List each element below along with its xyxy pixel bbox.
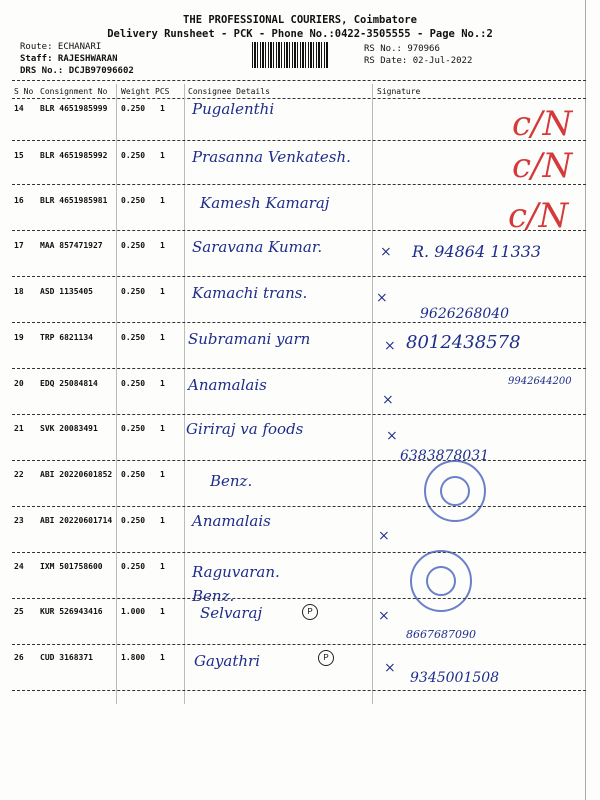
- signature-text: 6383878031: [400, 448, 490, 464]
- company-title: THE PROFESSIONAL COURIERS, Coimbatore: [183, 14, 417, 26]
- row-consignment: ABI 20220601852: [40, 470, 113, 479]
- row-divider: [12, 644, 586, 645]
- row-weight: 0.250: [121, 104, 146, 113]
- signature-text: 9626268040: [420, 306, 510, 322]
- col-sep: [184, 84, 185, 704]
- signature-mark: ×: [380, 244, 392, 260]
- signature-text: 8012438578: [406, 332, 521, 353]
- row-consignment: EDQ 25084814: [40, 379, 98, 388]
- signature-mark: ×: [386, 428, 398, 444]
- row-divider: [12, 140, 586, 141]
- signature-mark: ×: [378, 608, 390, 624]
- route-label: Route: ECHANARI: [20, 42, 102, 52]
- row-sno: 26: [14, 653, 24, 662]
- company-stamp-logo: [410, 550, 472, 612]
- row-sno: 16: [14, 196, 24, 205]
- drs-label: DRS No.: DCJB97096602: [20, 66, 134, 76]
- col-pcs: PCS: [155, 87, 170, 96]
- row-pcs: 1: [160, 562, 165, 571]
- row-divider: [12, 184, 586, 185]
- row-consignment: BLR 4651985999: [40, 104, 108, 113]
- row-sno: 14: [14, 104, 24, 113]
- consignee-name: Kamesh Kamaraj: [200, 194, 330, 212]
- company-stamp-logo: [424, 460, 486, 522]
- consignee-name: Prasanna Venkatesh.: [192, 148, 351, 166]
- header-divider: [12, 80, 586, 81]
- row-consignment: BLR 4651985992: [40, 151, 108, 160]
- row-consignment: MAA 857471927: [40, 241, 103, 250]
- row-divider: [12, 414, 586, 415]
- barcode: [252, 42, 328, 68]
- col-sno: S No: [14, 87, 34, 96]
- row-pcs: 1: [160, 333, 165, 342]
- row-sno: 22: [14, 470, 24, 479]
- row-consignment: SVK 20083491: [40, 424, 98, 433]
- consignee-name: Pugalenthi: [192, 100, 275, 118]
- row-pcs: 1: [160, 196, 165, 205]
- runsheet-subtitle: Delivery Runsheet - PCK - Phone No.:0422-3505555 - Page No.:2: [107, 28, 493, 40]
- row-weight: 0.250: [121, 562, 146, 571]
- signature-text: 8667687090: [406, 628, 476, 641]
- col-signature: Signature: [377, 87, 421, 96]
- signature-mark: ×: [382, 392, 394, 408]
- consignee-name: Giriraj va foods: [186, 420, 304, 438]
- consignee-name: Anamalais: [188, 376, 267, 394]
- row-weight: 0.250: [121, 379, 146, 388]
- row-weight: 0.250: [121, 151, 146, 160]
- consignee-name: Gayathri: [194, 652, 260, 670]
- signature-mark: ×: [384, 338, 396, 354]
- row-divider: [12, 276, 586, 277]
- row-pcs: 1: [160, 516, 165, 525]
- row-sno: 17: [14, 241, 24, 250]
- row-consignment: CUD 3168371: [40, 653, 93, 662]
- col-sep: [372, 84, 373, 704]
- row-consignment: TRP 6821134: [40, 333, 93, 342]
- row-pcs: 1: [160, 104, 165, 113]
- row-pcs: 1: [160, 653, 165, 662]
- signature-text: 9942644200: [508, 376, 572, 387]
- row-divider: [12, 598, 586, 599]
- row-divider: [12, 230, 586, 231]
- row-weight: 0.250: [121, 287, 146, 296]
- row-weight: 0.250: [121, 241, 146, 250]
- consignee-name: Benz.: [210, 472, 253, 490]
- row-consignment: ABI 20220601714: [40, 516, 113, 525]
- row-sno: 15: [14, 151, 24, 160]
- rs-number: RS No.: 970966: [364, 44, 440, 54]
- signature-mark: ×: [376, 290, 388, 306]
- p-mark: P: [318, 650, 334, 666]
- row-weight: 0.250: [121, 424, 146, 433]
- p-mark: P: [302, 604, 318, 620]
- rs-date: RS Date: 02-Jul-2022: [364, 56, 473, 66]
- consignee-name: Raguvaran. Benz.: [192, 563, 280, 605]
- row-sno: 19: [14, 333, 24, 342]
- row-consignment: KUR 526943416: [40, 607, 103, 616]
- row-divider: [12, 460, 586, 461]
- row-divider: [12, 322, 586, 323]
- consignee-name: Subramani yarn: [188, 330, 311, 348]
- row-sno: 23: [14, 516, 24, 525]
- remark: c/N: [512, 146, 573, 186]
- signature-mark: ×: [384, 660, 396, 676]
- consignee-name: Saravana Kumar.: [192, 238, 323, 256]
- row-sno: 25: [14, 607, 24, 616]
- consignee-name: Kamachi trans.: [192, 284, 308, 302]
- row-sno: 24: [14, 562, 24, 571]
- signature-text: R. 94864 11333: [412, 242, 542, 261]
- row-sno: 18: [14, 287, 24, 296]
- row-weight: 1.000: [121, 607, 146, 616]
- col-weight: Weight: [121, 87, 150, 96]
- row-divider: [12, 690, 586, 691]
- row-pcs: 1: [160, 241, 165, 250]
- col-sep: [116, 84, 117, 704]
- row-consignment: IXM 501758600: [40, 562, 103, 571]
- remark: c/N: [508, 196, 569, 236]
- row-sno: 21: [14, 424, 24, 433]
- consignee-name: Anamalais: [192, 512, 271, 530]
- row-weight: 0.250: [121, 196, 146, 205]
- col-consignment: Consignment No: [40, 87, 108, 96]
- signature-mark: ×: [378, 528, 390, 544]
- staff-label: Staff: RAJESHWARAN: [20, 54, 118, 64]
- row-divider: [12, 552, 586, 553]
- remark: c/N: [512, 104, 573, 144]
- row-pcs: 1: [160, 151, 165, 160]
- row-weight: 0.250: [121, 470, 146, 479]
- row-pcs: 1: [160, 470, 165, 479]
- row-pcs: 1: [160, 424, 165, 433]
- row-pcs: 1: [160, 379, 165, 388]
- signature-text: 9345001508: [410, 670, 500, 686]
- column-divider: [12, 98, 586, 99]
- row-weight: 1.800: [121, 653, 146, 662]
- row-divider: [12, 368, 586, 369]
- row-weight: 0.250: [121, 516, 146, 525]
- consignee-name: Selvaraj: [200, 604, 263, 622]
- col-details: Consignee Details: [188, 87, 270, 96]
- page-edge-line: [585, 0, 586, 800]
- row-pcs: 1: [160, 607, 165, 616]
- row-weight: 0.250: [121, 333, 146, 342]
- row-sno: 20: [14, 379, 24, 388]
- row-consignment: BLR 4651985981: [40, 196, 108, 205]
- row-pcs: 1: [160, 287, 165, 296]
- row-consignment: ASD 1135405: [40, 287, 93, 296]
- row-divider: [12, 506, 586, 507]
